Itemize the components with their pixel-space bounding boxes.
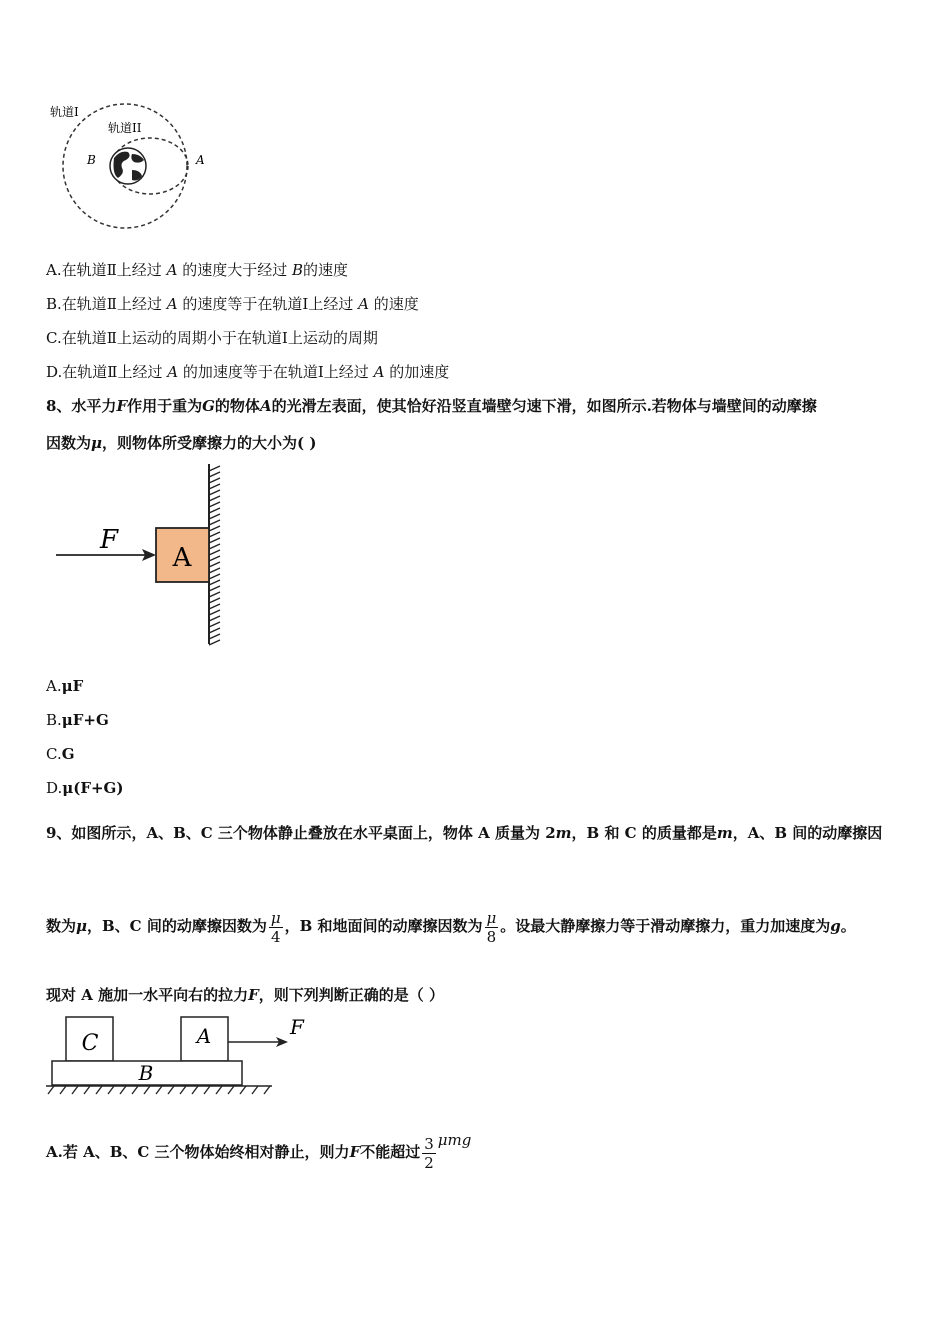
ground-hatching bbox=[48, 1086, 270, 1094]
q8-option-d[interactable]: D.μ(F+G) bbox=[46, 779, 124, 797]
q9-option-a[interactable]: A.若 A、B、C 三个物体始终相对静止，则力F不能超过 $\frac{3}{2}$ μmg bbox=[46, 1131, 472, 1172]
q8-stem-line-1: 8、水平力F作用于重为G的物体A的光滑左表面，使其恰好沿竖直墙壁匀速下滑，如图所示.若物体与墙壁间的动摩擦 bbox=[46, 397, 817, 415]
block-c-label: C bbox=[81, 1031, 99, 1056]
block-b-label: B bbox=[138, 1061, 154, 1085]
q8-figure bbox=[50, 462, 230, 648]
q9-figure bbox=[44, 1012, 324, 1098]
q8-option-c[interactable]: C.G bbox=[46, 745, 75, 763]
block-a-label: A bbox=[196, 1024, 212, 1048]
q9-stem-line-2: 数为μ，B、C 间的动摩擦因数为 $\frac{\mu}{4}$ ，B 和地面间的动摩擦因数为 $\frac{\mu}{8}$ 。设最大静摩擦力等于滑动摩擦力，重力加速度为g。 bbox=[46, 908, 856, 946]
q7-option-d[interactable]: D.在轨道Ⅱ上经过 A 的加速度等于在轨道Ⅰ上经过 A 的加速度 bbox=[46, 363, 450, 381]
pull-force-label: F bbox=[290, 1015, 304, 1039]
q7-option-c[interactable]: C.在轨道Ⅱ上运动的周期小于在轨道Ⅰ上运动的周期 bbox=[46, 329, 378, 347]
q8-option-b[interactable]: B.μF+G bbox=[46, 711, 109, 729]
point-b-label: B bbox=[87, 153, 96, 167]
wall-hatching bbox=[209, 466, 220, 645]
block-a-label: A bbox=[172, 543, 192, 573]
fraction-three-halves: $\frac{3}{2}$ bbox=[424, 1134, 434, 1172]
q9-stem-line-1: 9、如图所示，A、B、C 三个物体静止叠放在水平桌面上，物体 A 质量为 2m，B 和 C 的质量都是m，A、B 间的动摩擦因 bbox=[46, 824, 883, 842]
point-a-label: A bbox=[196, 153, 205, 167]
orbit-figure bbox=[40, 96, 220, 236]
orbit-2-label: 轨道II bbox=[108, 121, 142, 135]
q7-option-b[interactable]: B.在轨道Ⅱ上经过 A 的速度等于在轨道Ⅰ上经过 A 的速度 bbox=[46, 295, 419, 313]
orbit-1-label: 轨道I bbox=[50, 105, 79, 119]
fraction-mu-over-4: $\frac{\mu}{4}$ bbox=[270, 908, 281, 946]
q8-option-a[interactable]: A.μF bbox=[46, 677, 84, 695]
force-label: F bbox=[100, 525, 119, 555]
q8-stem-line-2: 因数为μ，则物体所受摩擦力的大小为( ) bbox=[46, 434, 317, 452]
fraction-mu-over-8: $\frac{\mu}{8}$ bbox=[486, 908, 497, 946]
q9-stem-line-3: 现对 A 施加一水平向右的拉力F，则下列判断正确的是（ ） bbox=[46, 986, 444, 1004]
q7-option-a[interactable]: A.在轨道Ⅱ上经过 A 的速度大于经过 B的速度 bbox=[46, 261, 349, 279]
